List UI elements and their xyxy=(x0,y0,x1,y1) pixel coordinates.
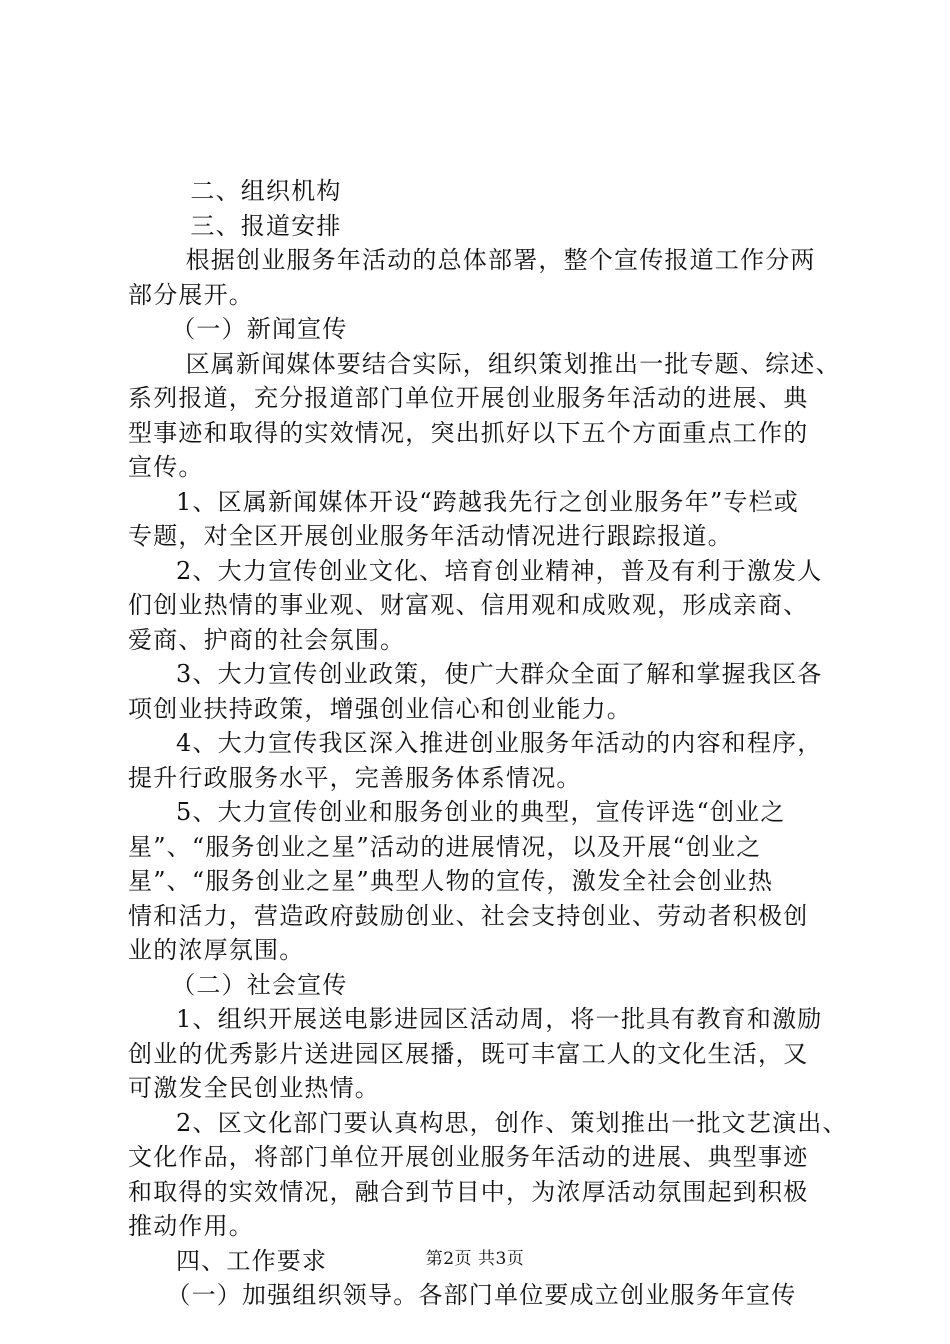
text-line: 部分展开。 xyxy=(128,280,254,309)
text-line: 和取得的实效情况，融合到节目中，为浓厚活动氛围起到积极 xyxy=(128,1177,809,1206)
text-line: 爱商、护商的社会氛围。 xyxy=(128,625,406,654)
text-line: 二、组织机构 xyxy=(190,177,342,205)
text-line: 创业的优秀影片送进园区展播，既可丰富工人的文化生活，又 xyxy=(128,1039,809,1068)
text-line: 星”、“服务创业之星”典型人物的宣传，激发全社会创业热 xyxy=(128,867,774,895)
text-line: 3、大力宣传创业政策，使广大群众全面了解和掌握我区各 xyxy=(176,660,823,688)
text-line: 5、大力宣传创业和服务创业的典型，宣传评选“创业之 xyxy=(176,798,786,826)
text-line: 文化作品，将部门单位开展创业服务年活动的进展、典型事迹 xyxy=(128,1143,809,1171)
text-line: 推动作用。 xyxy=(128,1212,254,1240)
text-line: 们创业热情的事业观、财富观、信用观和成败观，形成亲商、 xyxy=(128,591,809,619)
text-line: 1、组织开展送电影进园区活动周，将一批具有教育和激励 xyxy=(176,1005,823,1033)
text-line: 4、大力宣传我区深入推进创业服务年活动的内容和程序， xyxy=(176,729,823,757)
text-line: 系列报道，充分报道部门单位开展创业服务年活动的进展、典 xyxy=(128,384,809,412)
text-line: 型事迹和取得的实效情况，突出抓好以下五个方面重点工作的 xyxy=(128,418,809,447)
text-line: 2、大力宣传创业文化、培育创业精神，普及有利于激发人 xyxy=(176,556,823,585)
text-line: （二）社会宣传 xyxy=(171,970,348,999)
document-body xyxy=(128,174,848,1313)
text-line: 根据创业服务年活动的总体部署，整个宣传报道工作分两 xyxy=(185,246,816,274)
text-line: 三、报道安排 xyxy=(190,211,342,240)
text-line: 1、区属新闻媒体开设“跨越我先行之创业服务年”专栏或 xyxy=(176,487,800,516)
text-line: 提升行政服务水平，完善服务体系情况。 xyxy=(128,763,582,792)
text-line: 四、工作要求 xyxy=(176,1246,328,1275)
text-line: 星”、“服务创业之星”活动的进展情况，以及开展“创业之 xyxy=(128,832,762,861)
text-line: 项创业扶持政策，增强创业信心和创业能力。 xyxy=(128,694,632,723)
text-line: 2、区文化部门要认真构思，创作、策划推出一批文艺演出、 xyxy=(176,1108,848,1137)
text-line: 宣传。 xyxy=(128,453,204,481)
text-line: 业的浓厚氛围。 xyxy=(128,936,305,964)
text-line: 区属新闻媒体要结合实际，组织策划推出一批专题、综述、 xyxy=(185,349,841,378)
text-line: （一）加强组织领导。各部门单位要成立创业服务年宣传 xyxy=(166,1281,797,1309)
text-line: 专题，对全区开展创业服务年活动情况进行跟踪报道。 xyxy=(128,522,733,550)
text-line: 可激发全民创业热情。 xyxy=(128,1074,380,1102)
page-footer: 第2页 共3页 xyxy=(425,1249,525,1269)
text-line: 情和活力，营造政府鼓励创业、社会支持创业、劳动者积极创 xyxy=(128,901,809,930)
text-line: （一）新闻宣传 xyxy=(171,315,348,343)
